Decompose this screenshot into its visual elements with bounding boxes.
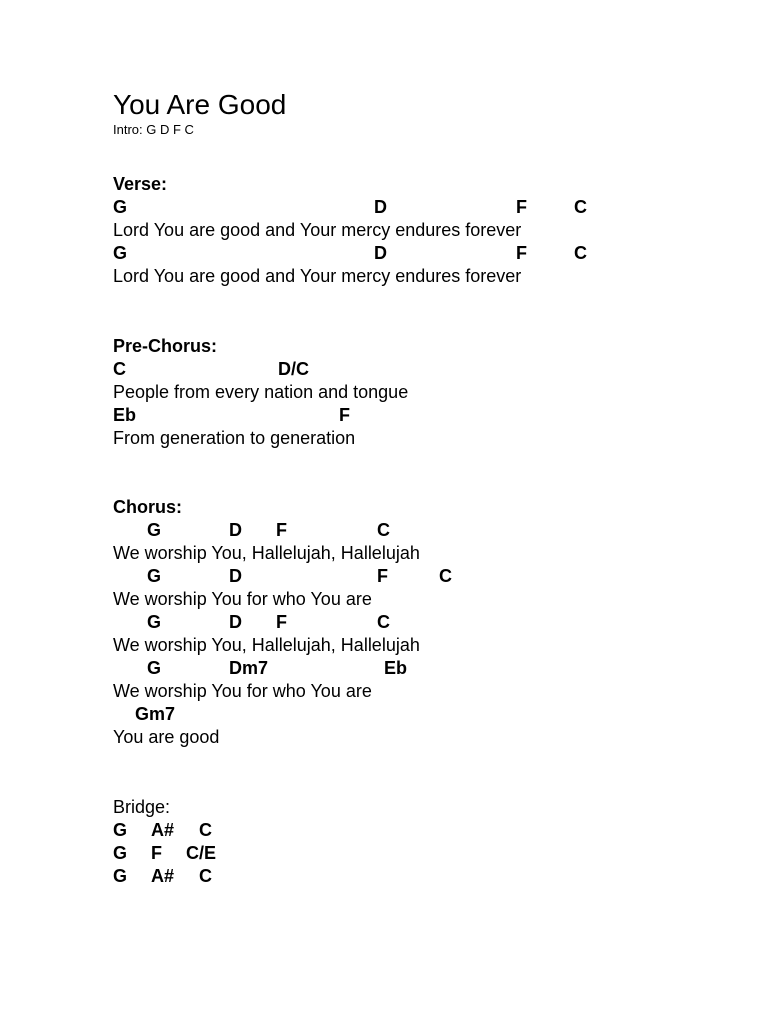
- chord: G: [147, 566, 162, 586]
- chord: C: [574, 197, 587, 217]
- bridge-chord-line-3: [113, 865, 733, 888]
- chord: G: [113, 866, 128, 886]
- chorus-lyric-line-2: We worship You for who You are: [113, 589, 372, 609]
- chord: C: [377, 612, 390, 632]
- chord: C/E: [186, 843, 217, 863]
- chord: G: [147, 520, 162, 540]
- chord: G: [113, 820, 128, 840]
- chorus-lyric-line-3: We worship You, Hallelujah, Hallelujah: [113, 635, 420, 655]
- chord: D: [374, 197, 387, 217]
- chorus-lyric-line-4: We worship You for who You are: [113, 681, 372, 701]
- chord: F: [516, 197, 527, 217]
- chorus-chord-line-4: [113, 657, 733, 680]
- chord: G: [113, 197, 128, 217]
- chord: C: [377, 520, 390, 540]
- chorus-chord-line-2: [113, 565, 733, 588]
- chord: D: [229, 566, 242, 586]
- chord: D: [374, 243, 387, 263]
- chord: C: [113, 359, 126, 379]
- chorus-chord-line-1: [113, 519, 733, 542]
- chord: A#: [151, 866, 175, 886]
- chord: D: [229, 520, 242, 540]
- chord: C: [199, 820, 212, 840]
- prechorus-chord-line-1: [113, 358, 733, 381]
- chord: Eb: [384, 658, 408, 678]
- chorus-lyric-line-5: You are good: [113, 727, 220, 747]
- verse-lyric-line-2: Lord You are good and Your mercy endures forever: [113, 266, 522, 286]
- chord: F: [339, 405, 350, 425]
- prechorus-lyric-line-1: People from every nation and tongue: [113, 382, 409, 402]
- chord: Dm7: [229, 658, 269, 678]
- chord: G: [113, 243, 128, 263]
- chord: C: [574, 243, 587, 263]
- intro-line: Intro: G D F C: [113, 122, 194, 137]
- verse-heading: Verse:: [113, 174, 168, 194]
- chorus-chord-line-5: [113, 703, 733, 726]
- chord: G: [147, 612, 162, 632]
- chord: D/C: [278, 359, 309, 379]
- prechorus-lyric-line-2: From generation to generation: [113, 428, 356, 448]
- chord: G: [147, 658, 162, 678]
- chord: F: [377, 566, 388, 586]
- chord: C: [199, 866, 212, 886]
- chorus-chord-line-3: [113, 611, 733, 634]
- chord: D: [229, 612, 242, 632]
- verse-chord-line-2: [113, 242, 733, 265]
- chord: C: [439, 566, 452, 586]
- chord: Gm7: [135, 704, 176, 724]
- verse-chord-line-1: [113, 196, 733, 219]
- prechorus-heading: Pre-Chorus:: [113, 336, 218, 356]
- chord: F: [151, 843, 162, 863]
- chord: Eb: [113, 405, 137, 425]
- chord: F: [516, 243, 527, 263]
- bridge-chord-line-2: [113, 842, 733, 865]
- chord: A#: [151, 820, 175, 840]
- chord: F: [276, 612, 287, 632]
- chord: G: [113, 843, 128, 863]
- chorus-lyric-line-1: We worship You, Hallelujah, Hallelujah: [113, 543, 420, 563]
- chord: F: [276, 520, 287, 540]
- bridge-chord-line-1: [113, 819, 733, 842]
- verse-lyric-line-1: Lord You are good and Your mercy endures forever: [113, 220, 522, 240]
- chorus-heading: Chorus:: [113, 497, 182, 517]
- bridge-heading: Bridge:: [113, 797, 171, 817]
- prechorus-chord-line-2: [113, 404, 733, 427]
- song-title: You Are Good: [113, 89, 287, 120]
